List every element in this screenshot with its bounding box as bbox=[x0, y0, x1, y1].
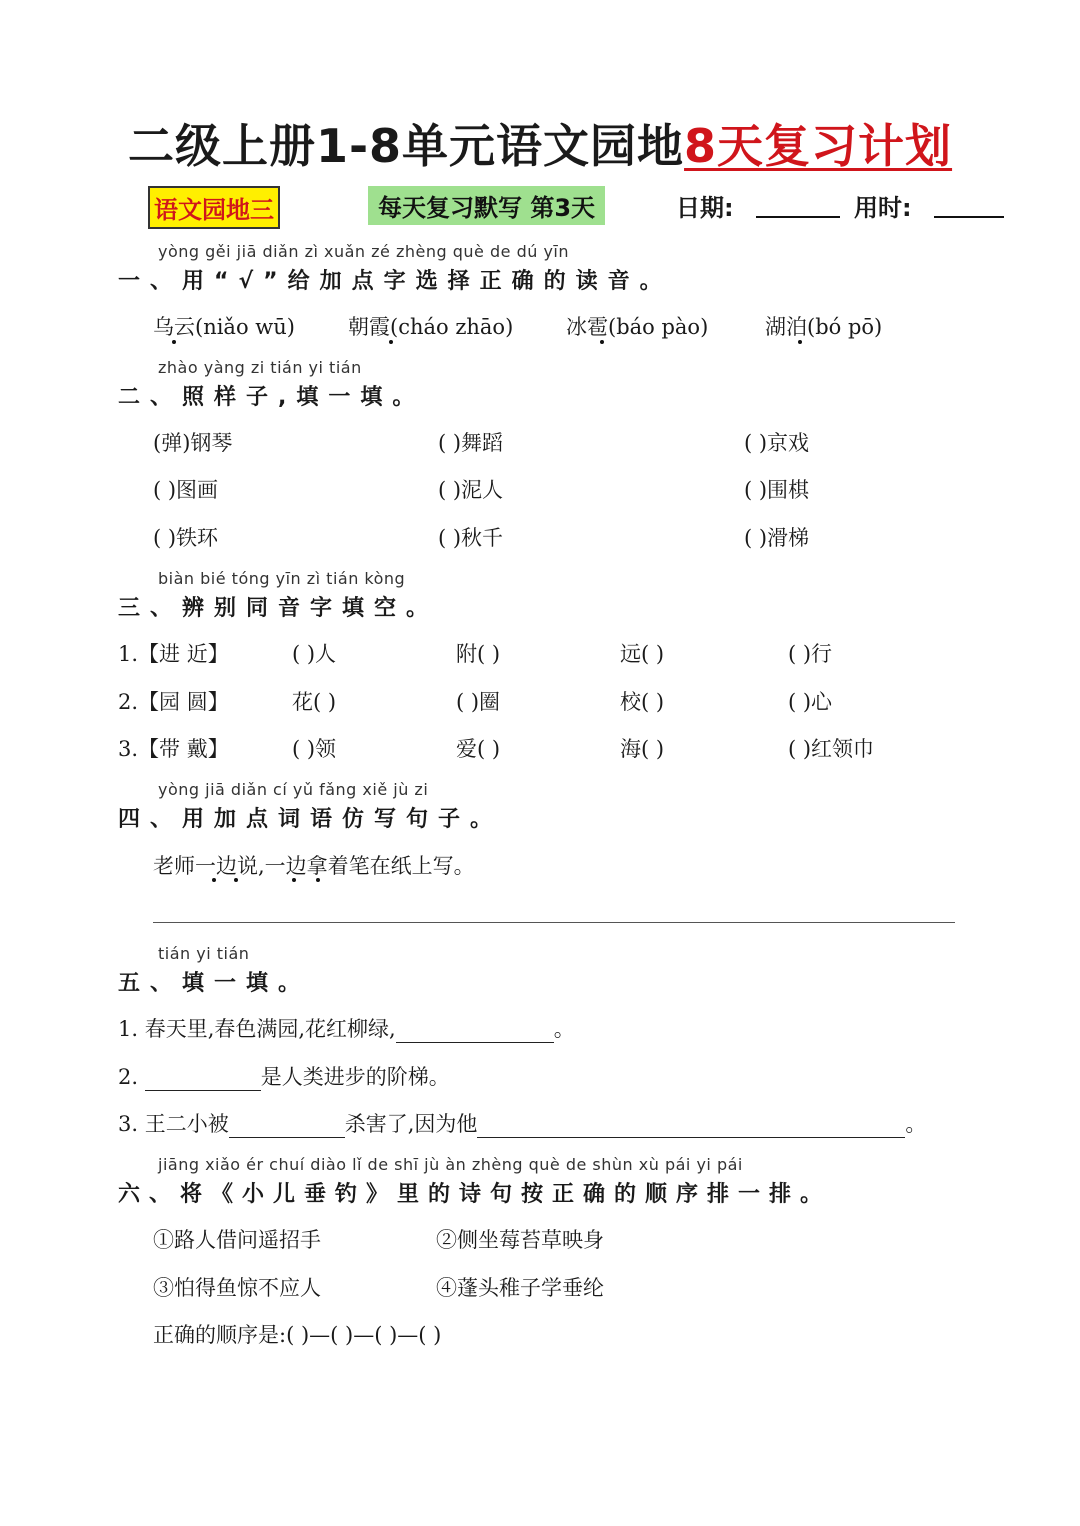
s2-cell: ( )围棋 bbox=[744, 478, 810, 502]
s5-question-1 bbox=[118, 1013, 575, 1043]
s5-pinyin: tián yi tián bbox=[158, 944, 250, 963]
s3-cell: ( )圈 bbox=[456, 690, 501, 714]
answer-line[interactable] bbox=[153, 922, 955, 923]
s4-sentence: 老师一边说,一边拿着笔在纸上写。 bbox=[153, 854, 475, 878]
emphasis-dot bbox=[172, 340, 176, 344]
s3-cell: 爱( ) bbox=[456, 737, 501, 761]
q2-blank[interactable] bbox=[145, 1070, 261, 1091]
s6-pinyin: jiāng xiǎo ér chuí diào lǐ de shī jù àn zhèng què de shùn xù pái yi pái bbox=[158, 1155, 743, 1174]
q3-blank-2[interactable] bbox=[477, 1117, 905, 1138]
s1-item: 湖泊(bó pō) bbox=[765, 315, 883, 339]
unit-badge: 语文园地三 bbox=[148, 186, 280, 229]
s6-heading: 六、将《小儿垂钓》里的诗句按正确的顺序排一排。 bbox=[118, 1182, 832, 1207]
s3-cell: ( )行 bbox=[788, 642, 833, 666]
s3-cell: ( )红领巾 bbox=[788, 737, 875, 761]
plan-badge: 每天复习默写 第3天 bbox=[368, 186, 605, 225]
order-answer[interactable]: 正确的顺序是:( )—( )—( )—( ) bbox=[153, 1323, 442, 1347]
q1-blank[interactable] bbox=[396, 1022, 554, 1043]
s4-heading: 四、用加点词语仿写句子。 bbox=[118, 807, 503, 832]
s2-cell: ( )京戏 bbox=[744, 431, 810, 455]
date-label: 日期: bbox=[676, 194, 734, 222]
time-field[interactable] bbox=[934, 192, 1004, 218]
s3-cell: ( )领 bbox=[292, 737, 337, 761]
q3-text-2: 杀害了,因为他 bbox=[344, 1112, 478, 1136]
s3-cell: 海( ) bbox=[620, 737, 665, 761]
emphasis-dot bbox=[600, 340, 604, 344]
s3-cell: 校( ) bbox=[620, 690, 665, 714]
s5-question-3 bbox=[118, 1108, 926, 1138]
q3-text: 3. 王二小被 bbox=[118, 1112, 229, 1136]
q1-text: 1. 春天里,春色满园,花红柳绿, bbox=[118, 1017, 396, 1041]
s3-cell: 3.【带 戴】 bbox=[118, 737, 229, 761]
q3-blank-1[interactable] bbox=[229, 1117, 345, 1138]
emphasis-dot bbox=[212, 878, 216, 882]
poem-line: ②侧坐莓苔草映身 bbox=[436, 1228, 604, 1252]
s1-item: 朝霞(cháo zhāo) bbox=[348, 315, 514, 339]
s2-cell: ( )秋千 bbox=[438, 526, 504, 550]
poem-line: ③怕得鱼惊不应人 bbox=[153, 1276, 321, 1300]
s1-item: 冰雹(báo pào) bbox=[566, 315, 709, 339]
s1-pinyin: yòng gěi jiā diǎn zì xuǎn zé zhèng què de dú yīn bbox=[158, 242, 569, 261]
title-highlight: 8天复习计划 bbox=[684, 119, 953, 173]
s3-cell: 远( ) bbox=[620, 642, 665, 666]
s2-heading: 二、照样子,填一填。 bbox=[118, 385, 425, 410]
s1-item: 乌云(niǎo wū) bbox=[153, 315, 295, 339]
q2-number: 2. bbox=[118, 1065, 139, 1089]
title-main: 二级上册1-8单元语文园地 bbox=[127, 119, 685, 173]
s3-cell: 2.【园 圆】 bbox=[118, 690, 229, 714]
s2-cell: ( )泥人 bbox=[438, 478, 504, 502]
s2-pinyin: zhào yàng zi tián yi tián bbox=[158, 358, 362, 377]
s3-cell: 附( ) bbox=[456, 642, 501, 666]
s3-cell: ( )人 bbox=[292, 642, 337, 666]
emphasis-dot bbox=[234, 878, 238, 882]
s5-question-2 bbox=[118, 1061, 450, 1091]
s4-pinyin: yòng jiā diǎn cí yǔ fǎng xiě jù zi bbox=[158, 780, 429, 799]
emphasis-dot bbox=[798, 340, 802, 344]
date-field[interactable] bbox=[756, 192, 840, 218]
s5-heading: 五、填一填。 bbox=[118, 971, 311, 996]
page-title bbox=[0, 110, 1080, 176]
q3-end: 。 bbox=[905, 1112, 927, 1136]
emphasis-dot bbox=[292, 878, 296, 882]
poem-line: ④蓬头稚子学垂纶 bbox=[436, 1276, 604, 1300]
s3-cell: 花( ) bbox=[292, 690, 337, 714]
s3-pinyin: biàn bié tóng yīn zì tián kòng bbox=[158, 569, 406, 588]
emphasis-dot bbox=[389, 340, 393, 344]
q2-text: 是人类进步的阶梯。 bbox=[260, 1065, 450, 1089]
emphasis-dot bbox=[316, 878, 320, 882]
s2-cell: ( )铁环 bbox=[153, 526, 219, 550]
s2-cell: (弹)钢琴 bbox=[153, 431, 233, 455]
s2-cell: ( )图画 bbox=[153, 478, 219, 502]
s3-cell: ( )心 bbox=[788, 690, 833, 714]
s2-cell: ( )舞蹈 bbox=[438, 431, 504, 455]
s3-cell: 1.【进 近】 bbox=[118, 642, 229, 666]
poem-line: ①路人借问遥招手 bbox=[153, 1228, 321, 1252]
s1-heading: 一、用“√”给加点字选择正确的读音。 bbox=[118, 269, 672, 294]
time-label: 用时: bbox=[854, 194, 912, 222]
q1-end: 。 bbox=[553, 1017, 575, 1041]
s3-heading: 三、辨别同音字填空。 bbox=[118, 596, 439, 621]
s2-cell: ( )滑梯 bbox=[744, 526, 810, 550]
